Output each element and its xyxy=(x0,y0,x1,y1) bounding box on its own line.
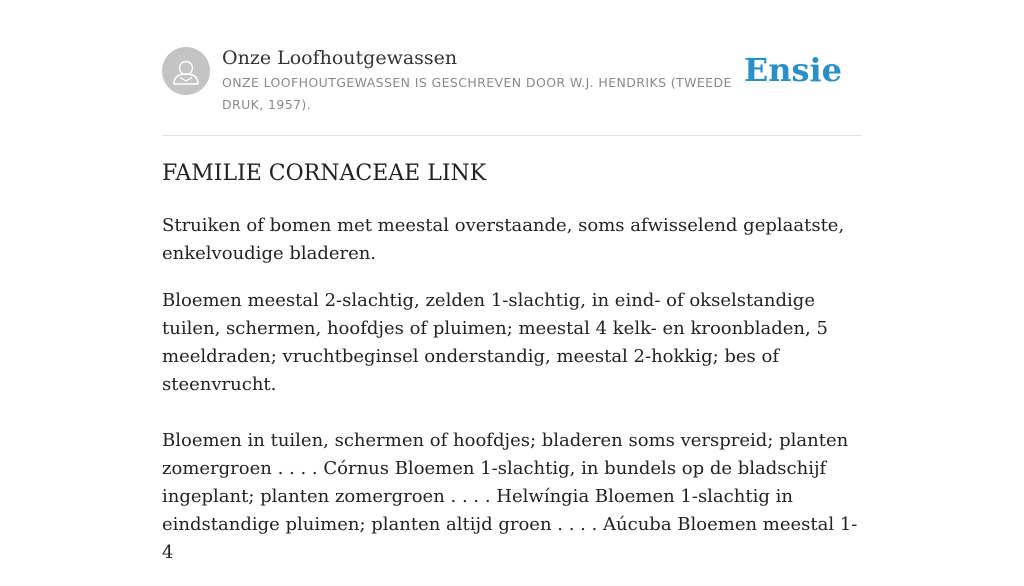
avatar[interactable] xyxy=(162,47,210,95)
person-outline-icon xyxy=(162,47,210,95)
book-subtitle: ONZE LOOFHOUTGEWASSEN IS GESCHREVEN DOOR W.J. HENDRIKS (TWEEDE DRUK, 1957). xyxy=(222,75,732,112)
article-paragraph: Bloemen meestal 2-slachtig, zelden 1-slachtig, in eind- of okselstandige tuilen, schermen, hoofdjes of pluimen; meestal 4 kelk- en kroonbladen, 5 meeldraden; vruchtbeginsel onderstandig, meestal 2-hokkig; bes of steenvrucht. xyxy=(162,290,828,395)
article-title: FAMILIE CORNACEAE LINK xyxy=(162,161,487,186)
book-title[interactable]: Onze Loofhoutgewassen xyxy=(222,47,458,69)
page-header xyxy=(162,46,862,136)
article-paragraph: Struiken of bomen met meestal overstaande, soms afwisselend geplaatste, enkelvoudige bladeren. xyxy=(162,215,845,264)
article-paragraph: Bloemen in tuilen, schermen of hoofdjes; bladeren soms verspreid; planten zomergroen . . . . Córnus Bloemen 1-slachtig, in bundels op de bladschijf ingeplant; planten zomergroen . . . . Helwíngia Bloemen 1-slachtig in eindstandige pluimen; planten altijd groen . . . . Aúcuba Bloemen meestal 1-4 xyxy=(162,430,858,563)
header-divider xyxy=(162,135,862,136)
site-logo[interactable]: Ensie xyxy=(743,51,842,89)
article xyxy=(162,156,862,586)
